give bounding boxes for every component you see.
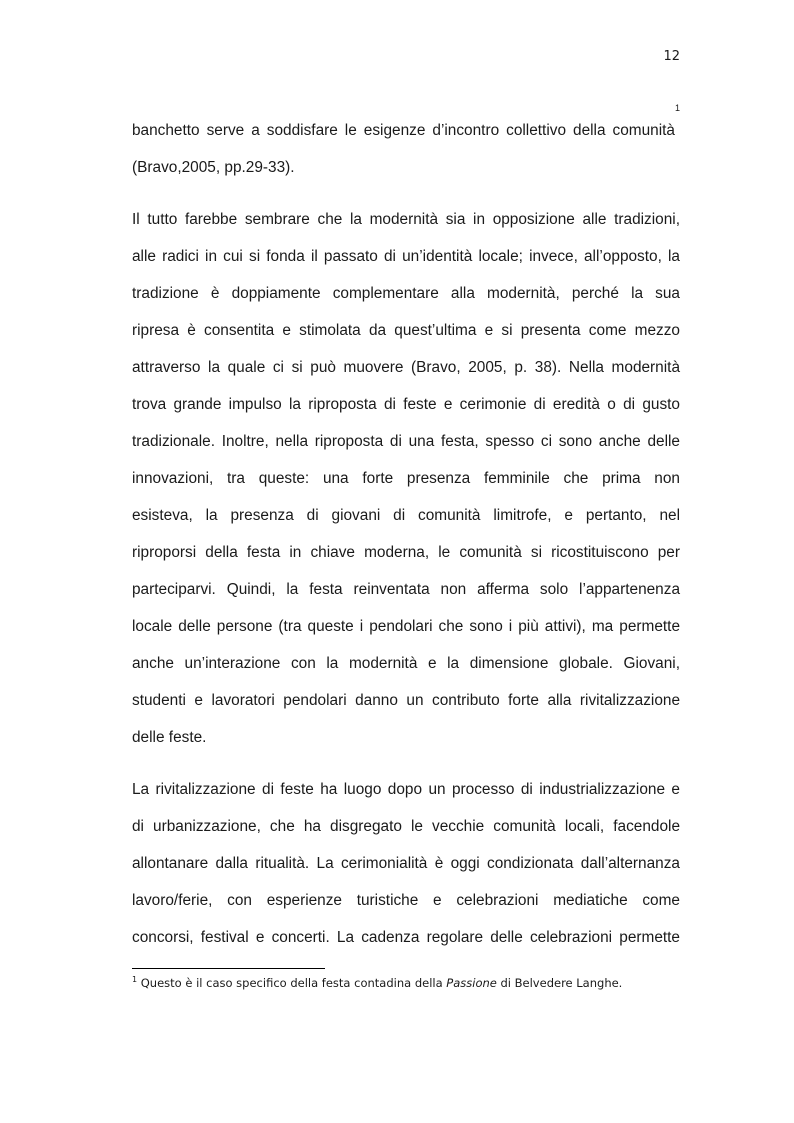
text-line: trova grande impulso la riproposta di feste e cerimonie di eredità o di gusto — [132, 396, 680, 413]
footnote-number: 1 — [132, 975, 138, 984]
body-text — [132, 103, 680, 956]
footnote — [132, 976, 680, 990]
text-line: parteciparvi. Quindi, la festa reinventata non afferma solo l’appartenenza — [132, 581, 680, 598]
footnote-reference: 1 — [674, 103, 680, 113]
text-line: di urbanizzazione, che ha disgregato le vecchie comunità locali, facendole — [132, 818, 680, 835]
text-line: tradizionale. Inoltre, nella riproposta di una festa, spesso ci sono anche delle — [132, 433, 680, 450]
footnote-text: Questo è il caso specifico della festa contadina della — [140, 976, 447, 990]
text-line: lavoro/ferie, con esperienze turistiche e celebrazioni mediatiche come — [132, 892, 680, 909]
text-line: anche un’interazione con la modernità e la dimensione globale. Giovani, — [132, 655, 680, 672]
text-line: La rivitalizzazione di feste ha luogo dopo un processo di industrializzazione e — [132, 781, 680, 798]
text-line: locale delle persone (tra queste i pendolari che sono i più attivi), ma permette — [132, 618, 680, 635]
text-line: banchetto serve a soddisfare le esigenze d’incontro collettivo della comunità$^1$ — [132, 103, 680, 139]
footnote-separator — [132, 968, 325, 969]
text-line: ripresa è consentita e stimolata da quest’ultima e si presenta come mezzo — [132, 322, 680, 339]
page-number: 12 — [663, 49, 680, 64]
text-line: allontanare dalla ritualità. La cerimonialità è oggi condizionata dall’alternanza — [132, 855, 680, 872]
footnote-italic-text: Passione — [446, 976, 497, 990]
text-line: delle feste. — [132, 729, 207, 746]
text-line: concorsi, festival e concerti. La cadenza regolare delle celebrazioni permette — [132, 929, 680, 946]
text-line: studenti e lavoratori pendolari danno un contributo forte alla rivitalizzazione — [132, 692, 680, 709]
text-line: alle radici in cui si fonda il passato di un’identità locale; invece, all’opposto, la — [132, 248, 680, 265]
text-line: tradizione è doppiamente complementare alla modernità, perché la sua — [132, 285, 680, 302]
text-line: (Bravo,2005, pp.29-33). — [132, 159, 295, 176]
text-line: attraverso la quale ci si può muovere (Bravo, 2005, p. 38). Nella modernità — [132, 359, 680, 376]
text-line: riproporsi della festa in chiave moderna, le comunità si ricostituiscono per — [132, 544, 680, 561]
footnote-text-end: di Belvedere Langhe. — [496, 976, 623, 990]
text-line: Il tutto farebbe sembrare che la modernità sia in opposizione alle tradizioni, — [132, 211, 680, 228]
text-line: innovazioni, tra queste: una forte presenza femminile che prima non — [132, 470, 680, 487]
text-line: esisteva, la presenza di giovani di comunità limitrofe, e pertanto, nel — [132, 507, 680, 524]
